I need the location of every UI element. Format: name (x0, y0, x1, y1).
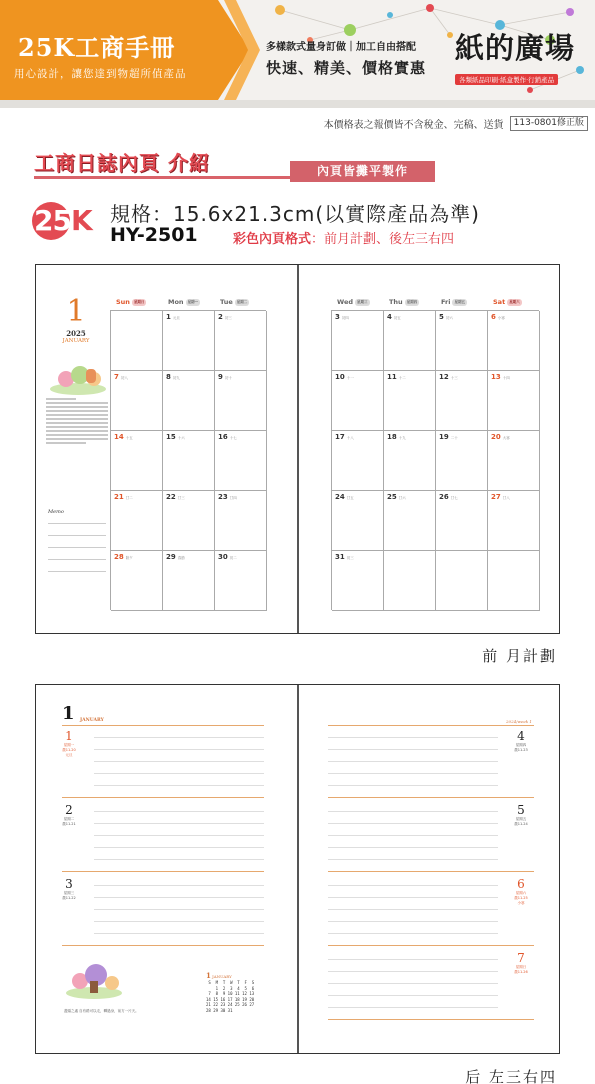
calendar-day-cell (436, 371, 488, 431)
calendar-day-cell (215, 551, 267, 611)
day-number: 25 廿六 (387, 493, 406, 501)
weekday-header (389, 298, 419, 306)
lunar-date: 十五 (125, 436, 133, 440)
lunar-date: 十九 (398, 436, 406, 440)
writing-line (328, 737, 498, 738)
calendar-day-cell (111, 431, 163, 491)
writing-line (328, 897, 498, 898)
calendar-day-cell (111, 551, 163, 611)
lunar-date: 十七 (229, 436, 237, 440)
writing-line (94, 835, 264, 836)
calendar-day-cell (436, 551, 488, 611)
day-number: 4 (517, 729, 525, 743)
calendar-day-cell (436, 431, 488, 491)
calendar-day-cell (332, 491, 384, 551)
lunar-date: 十三 (450, 376, 458, 380)
mini-calendar (206, 971, 266, 1013)
day-number: 27 廿八 (491, 493, 510, 501)
calendar-day-cell (384, 551, 436, 611)
intro-text-block (46, 398, 108, 446)
memo-line (48, 547, 106, 548)
format-description (233, 228, 454, 247)
format-value: ：前月計劃、後左三右四 (311, 232, 455, 247)
size-badge (30, 200, 100, 244)
weekday-name: Sat (493, 298, 506, 306)
writing-line (94, 761, 264, 762)
writing-line (328, 983, 498, 984)
writing-line (94, 773, 264, 774)
lunar-date: 農11.23 (514, 748, 528, 752)
writing-line (94, 785, 264, 786)
writing-line (94, 885, 264, 886)
weekday-header (116, 298, 146, 306)
day-number: 19 二十 (439, 433, 458, 441)
writing-line (328, 773, 498, 774)
day-label (508, 803, 534, 827)
calendar-day-cell (163, 431, 215, 491)
writing-line (328, 971, 498, 972)
weekday-header (168, 298, 200, 306)
month-year: 2025 (66, 329, 86, 338)
day-number: 2 (65, 803, 73, 817)
lunar-date: 初十 (224, 376, 232, 380)
section-tag: 內頁皆攤平製作 (290, 161, 435, 182)
lunar-date: 元旦 (172, 316, 180, 320)
mini-calendar-row: 21 22 23 24 25 26 27 (206, 1002, 255, 1007)
calendar-day-cell (163, 491, 215, 551)
model-number: HY-2501 (110, 224, 198, 246)
calendar-day-cell (163, 311, 215, 371)
tagline-line-1: 多樣款式量身訂做｜加工自由搭配 (266, 42, 416, 53)
day-rule (62, 797, 264, 798)
quote-text: 盡頭之處 自有路可以走，轉過身，前方一片天。 (64, 1009, 139, 1013)
weekday-cn: 星期三 (357, 299, 368, 304)
day-rule (328, 871, 534, 872)
calendar-day-cell (332, 431, 384, 491)
mini-calendar-month-name: JANUARY (212, 974, 232, 979)
month-name: JANUARY (62, 338, 90, 344)
brand-name: 紙的廣場 (455, 31, 576, 65)
writing-line (328, 859, 498, 860)
lunar-date: 廿三 (177, 496, 185, 500)
day-number: 16 十七 (218, 433, 237, 441)
day-number: 28 除夕 (114, 553, 133, 561)
day-number: 9 初十 (218, 373, 232, 381)
weekday-header (493, 298, 522, 306)
day-number: 20 大寒 (491, 433, 510, 441)
day-number: 30 初二 (218, 553, 237, 561)
day-label (508, 729, 534, 753)
writing-line (328, 835, 498, 836)
size-spec: 規格：15.6x21.3cm(以實際產品為準) (110, 202, 480, 226)
lunar-date: 初三 (346, 556, 354, 560)
day-number: 12 十三 (439, 373, 458, 381)
day-number: 1 元旦 (166, 313, 180, 321)
writing-line (328, 785, 498, 786)
weekday-cn: 星期日 (133, 299, 145, 304)
weekday-header (220, 298, 249, 306)
writing-line (94, 909, 264, 910)
mini-calendar-row: 28 29 30 31 (206, 1007, 233, 1013)
month-header (46, 294, 106, 344)
badge-k: K (70, 204, 92, 237)
lunar-date: 初八 (120, 376, 128, 380)
writing-line (328, 847, 498, 848)
lunar-date: 初五 (393, 316, 401, 320)
lunar-date: 初九 (172, 376, 180, 380)
day-rule (328, 1019, 534, 1020)
lunar-date: 廿六 (398, 496, 406, 500)
weekday-cn: 星期二 (236, 299, 248, 304)
price-note-text: 本價格表之報價皆不含稅金、完稿、送貨 (323, 120, 504, 131)
writing-line (328, 811, 498, 812)
calendar-day-cell (436, 491, 488, 551)
mini-calendar-row: 7 8 9 10 11 12 13 (206, 991, 255, 996)
day-number: 13 十四 (491, 373, 510, 381)
weekly-month-name: JANUARY (80, 718, 104, 723)
writing-line (94, 897, 264, 898)
calendar-day-cell (163, 551, 215, 611)
memo-label: Memo (48, 509, 64, 515)
lunar-date: 農11.21 (62, 822, 76, 826)
calendar-day-cell (215, 371, 267, 431)
lunar-date: 廿五 (346, 496, 354, 500)
day-number: 29 春節 (166, 553, 185, 561)
day-number: 5 (517, 803, 525, 817)
calendar-day-cell (384, 311, 436, 371)
weekday-cn: 星期一 (187, 299, 199, 304)
weekday-cn: 星期三 (63, 891, 75, 895)
monthly-spread-image (35, 264, 560, 634)
left-calendar-grid (110, 310, 266, 610)
format-label: 彩色內頁格式 (233, 232, 312, 247)
weekday-name: Tue (220, 298, 233, 306)
version-badge: 113-0801修正版 (510, 116, 588, 131)
day-label (56, 877, 82, 901)
calendar-day-cell (332, 551, 384, 611)
writing-line (328, 749, 498, 750)
lunar-date: 二十 (450, 436, 458, 440)
day-rule (328, 797, 534, 798)
calendar-day-cell (332, 371, 384, 431)
lunar-date: 春節 (177, 556, 185, 560)
lunar-date: 廿八 (502, 496, 510, 500)
spread-divider (297, 265, 299, 633)
lunar-date: 初六 (445, 316, 453, 320)
day-number: 3 初四 (335, 313, 349, 321)
day-number: 10 十一 (335, 373, 354, 381)
holiday-name: 元旦 (65, 753, 73, 757)
weekday-name: Mon (168, 298, 184, 306)
lunar-date: 初四 (341, 316, 349, 320)
writing-line (94, 859, 264, 860)
day-number: 8 初九 (166, 373, 180, 381)
lunar-date: 除夕 (125, 556, 133, 560)
banner-subtitle: 用心設計，讓您達到物超所值產品 (14, 68, 187, 80)
writing-line (328, 823, 498, 824)
day-number: 23 廿四 (218, 493, 237, 501)
day-number: 7 初八 (114, 373, 128, 381)
lunar-date: 初二 (229, 556, 237, 560)
lunar-date: 十八 (346, 436, 354, 440)
day-number: 24 廿五 (335, 493, 354, 501)
calendar-day-cell (384, 491, 436, 551)
day-number: 26 廿七 (439, 493, 458, 501)
weekday-cn: 星期五 (454, 299, 465, 304)
weekday-name: Sun (116, 298, 130, 306)
day-number: 1 (65, 729, 73, 743)
writing-line (94, 933, 264, 934)
writing-line (328, 959, 498, 960)
spread-divider (297, 685, 299, 1053)
lunar-date: 農11.26 (514, 970, 528, 974)
day-number: 14 十五 (114, 433, 133, 441)
brand-logo (455, 26, 585, 86)
price-note (324, 116, 588, 131)
lunar-date: 大寒 (502, 436, 510, 440)
weekday-cn: 星期五 (515, 817, 527, 821)
day-number: 17 十八 (335, 433, 354, 441)
day-label (56, 729, 82, 758)
weekday-cn: 星期四 (406, 299, 418, 304)
banner-title: 25K工商手冊 (18, 33, 176, 62)
weekday-header (441, 298, 467, 306)
writing-line (94, 823, 264, 824)
day-label (508, 951, 534, 975)
lunar-date: 廿七 (450, 496, 458, 500)
lunar-date: 十四 (502, 376, 510, 380)
weekday-name: Thu (389, 298, 403, 306)
day-number: 6 (517, 877, 525, 891)
day-rule (328, 945, 534, 946)
writing-line (94, 811, 264, 812)
calendar-day-cell (163, 371, 215, 431)
section-title: 工商日誌內頁 介紹 (34, 151, 210, 175)
lunar-date: 廿二 (125, 496, 133, 500)
day-number: 7 (517, 951, 525, 965)
header-rule (62, 725, 264, 726)
calendar-day-cell (384, 371, 436, 431)
calendar-day-cell (488, 491, 540, 551)
illustration-icon (64, 959, 124, 1001)
tagline-line-2: 快速、精美、價格實惠 (266, 59, 427, 77)
lunar-date: 農11.25 (514, 896, 528, 900)
month-number: 1 (66, 294, 86, 329)
brand-tag: 各類紙品印刷‧紙盒製作‧行銷產品 (455, 74, 558, 85)
right-calendar-grid (331, 310, 539, 610)
weekday-cn: 星期日 (515, 965, 527, 969)
calendar-day-cell (215, 431, 267, 491)
weekday-name: Wed (337, 298, 353, 306)
weekday-cn: 星期六 (509, 299, 520, 304)
calendar-day-cell (111, 491, 163, 551)
banner-bottom-strip (0, 100, 595, 108)
weekly-caption: 后 左三右四 (465, 1068, 557, 1084)
lunar-date: 十二 (398, 376, 406, 380)
header-banner (0, 0, 595, 108)
weekday-cn: 星期六 (515, 891, 527, 895)
writing-line (328, 1007, 498, 1008)
weekday-name: Fri (441, 298, 451, 306)
writing-line (328, 995, 498, 996)
day-rule (62, 871, 264, 872)
writing-line (328, 933, 498, 934)
day-number: 22 廿三 (166, 493, 185, 501)
memo-line (48, 535, 106, 536)
week-label: 2024/week 1 (506, 719, 532, 724)
day-number: 21 廿二 (114, 493, 133, 501)
day-rule (62, 945, 264, 946)
lunar-date: 農11.20 (62, 748, 76, 752)
mini-calendar-month-number: 1 (206, 971, 211, 980)
calendar-day-cell (488, 371, 540, 431)
lunar-date: 小寒 (497, 316, 505, 320)
weekly-month-number: 1 (62, 703, 75, 724)
writing-line (328, 909, 498, 910)
tagline (266, 38, 452, 78)
mini-calendar-row: 1 2 3 4 5 6 (206, 985, 255, 991)
mini-calendar-title (206, 971, 266, 980)
illustration-icon (48, 361, 108, 395)
day-number: 3 (65, 877, 73, 891)
calendar-day-cell (111, 371, 163, 431)
mini-calendar-row: 14 15 16 17 18 19 20 (206, 996, 255, 1002)
holiday-name: 小寒 (517, 901, 525, 905)
memo-line (48, 559, 106, 560)
day-number: 6 小寒 (491, 313, 505, 321)
monthly-caption: 前 月計劃 (482, 647, 557, 665)
calendar-day-cell (384, 431, 436, 491)
calendar-day-cell (488, 431, 540, 491)
weekly-spread-image (35, 684, 560, 1054)
memo-line (48, 571, 106, 572)
day-number: 5 初六 (439, 313, 453, 321)
day-number: 18 十九 (387, 433, 406, 441)
day-number: 15 十六 (166, 433, 185, 441)
calendar-day-cell (111, 311, 163, 371)
writing-line (94, 921, 264, 922)
calendar-day-cell (436, 311, 488, 371)
lunar-date: 十一 (346, 376, 354, 380)
day-label (56, 803, 82, 827)
mini-calendar-row: S M T W T F S (206, 980, 255, 985)
badge-text (34, 204, 92, 237)
day-label (508, 877, 534, 906)
calendar-day-cell (332, 311, 384, 371)
writing-line (94, 749, 264, 750)
lunar-date: 農11.22 (62, 896, 76, 900)
writing-line (94, 737, 264, 738)
day-number: 2 初三 (218, 313, 232, 321)
calendar-day-cell (488, 551, 540, 611)
lunar-date: 農11.24 (514, 822, 528, 826)
badge-number: 25 (34, 204, 71, 237)
writing-line (328, 885, 498, 886)
weekday-cn: 星期一 (63, 743, 75, 747)
writing-line (328, 761, 498, 762)
weekday-cn: 星期四 (515, 743, 527, 747)
day-number: 4 初五 (387, 313, 401, 321)
day-number: 31 初三 (335, 553, 354, 561)
memo-line (48, 523, 106, 524)
writing-line (328, 921, 498, 922)
writing-line (94, 847, 264, 848)
weekday-cn: 星期二 (63, 817, 75, 821)
calendar-day-cell (488, 311, 540, 371)
calendar-day-cell (215, 311, 267, 371)
weekday-header (337, 298, 370, 306)
lunar-date: 廿四 (229, 496, 237, 500)
lunar-date: 初三 (224, 316, 232, 320)
header-rule (328, 725, 534, 726)
lunar-date: 十六 (177, 436, 185, 440)
calendar-day-cell (215, 491, 267, 551)
day-number: 11 十二 (387, 373, 406, 381)
